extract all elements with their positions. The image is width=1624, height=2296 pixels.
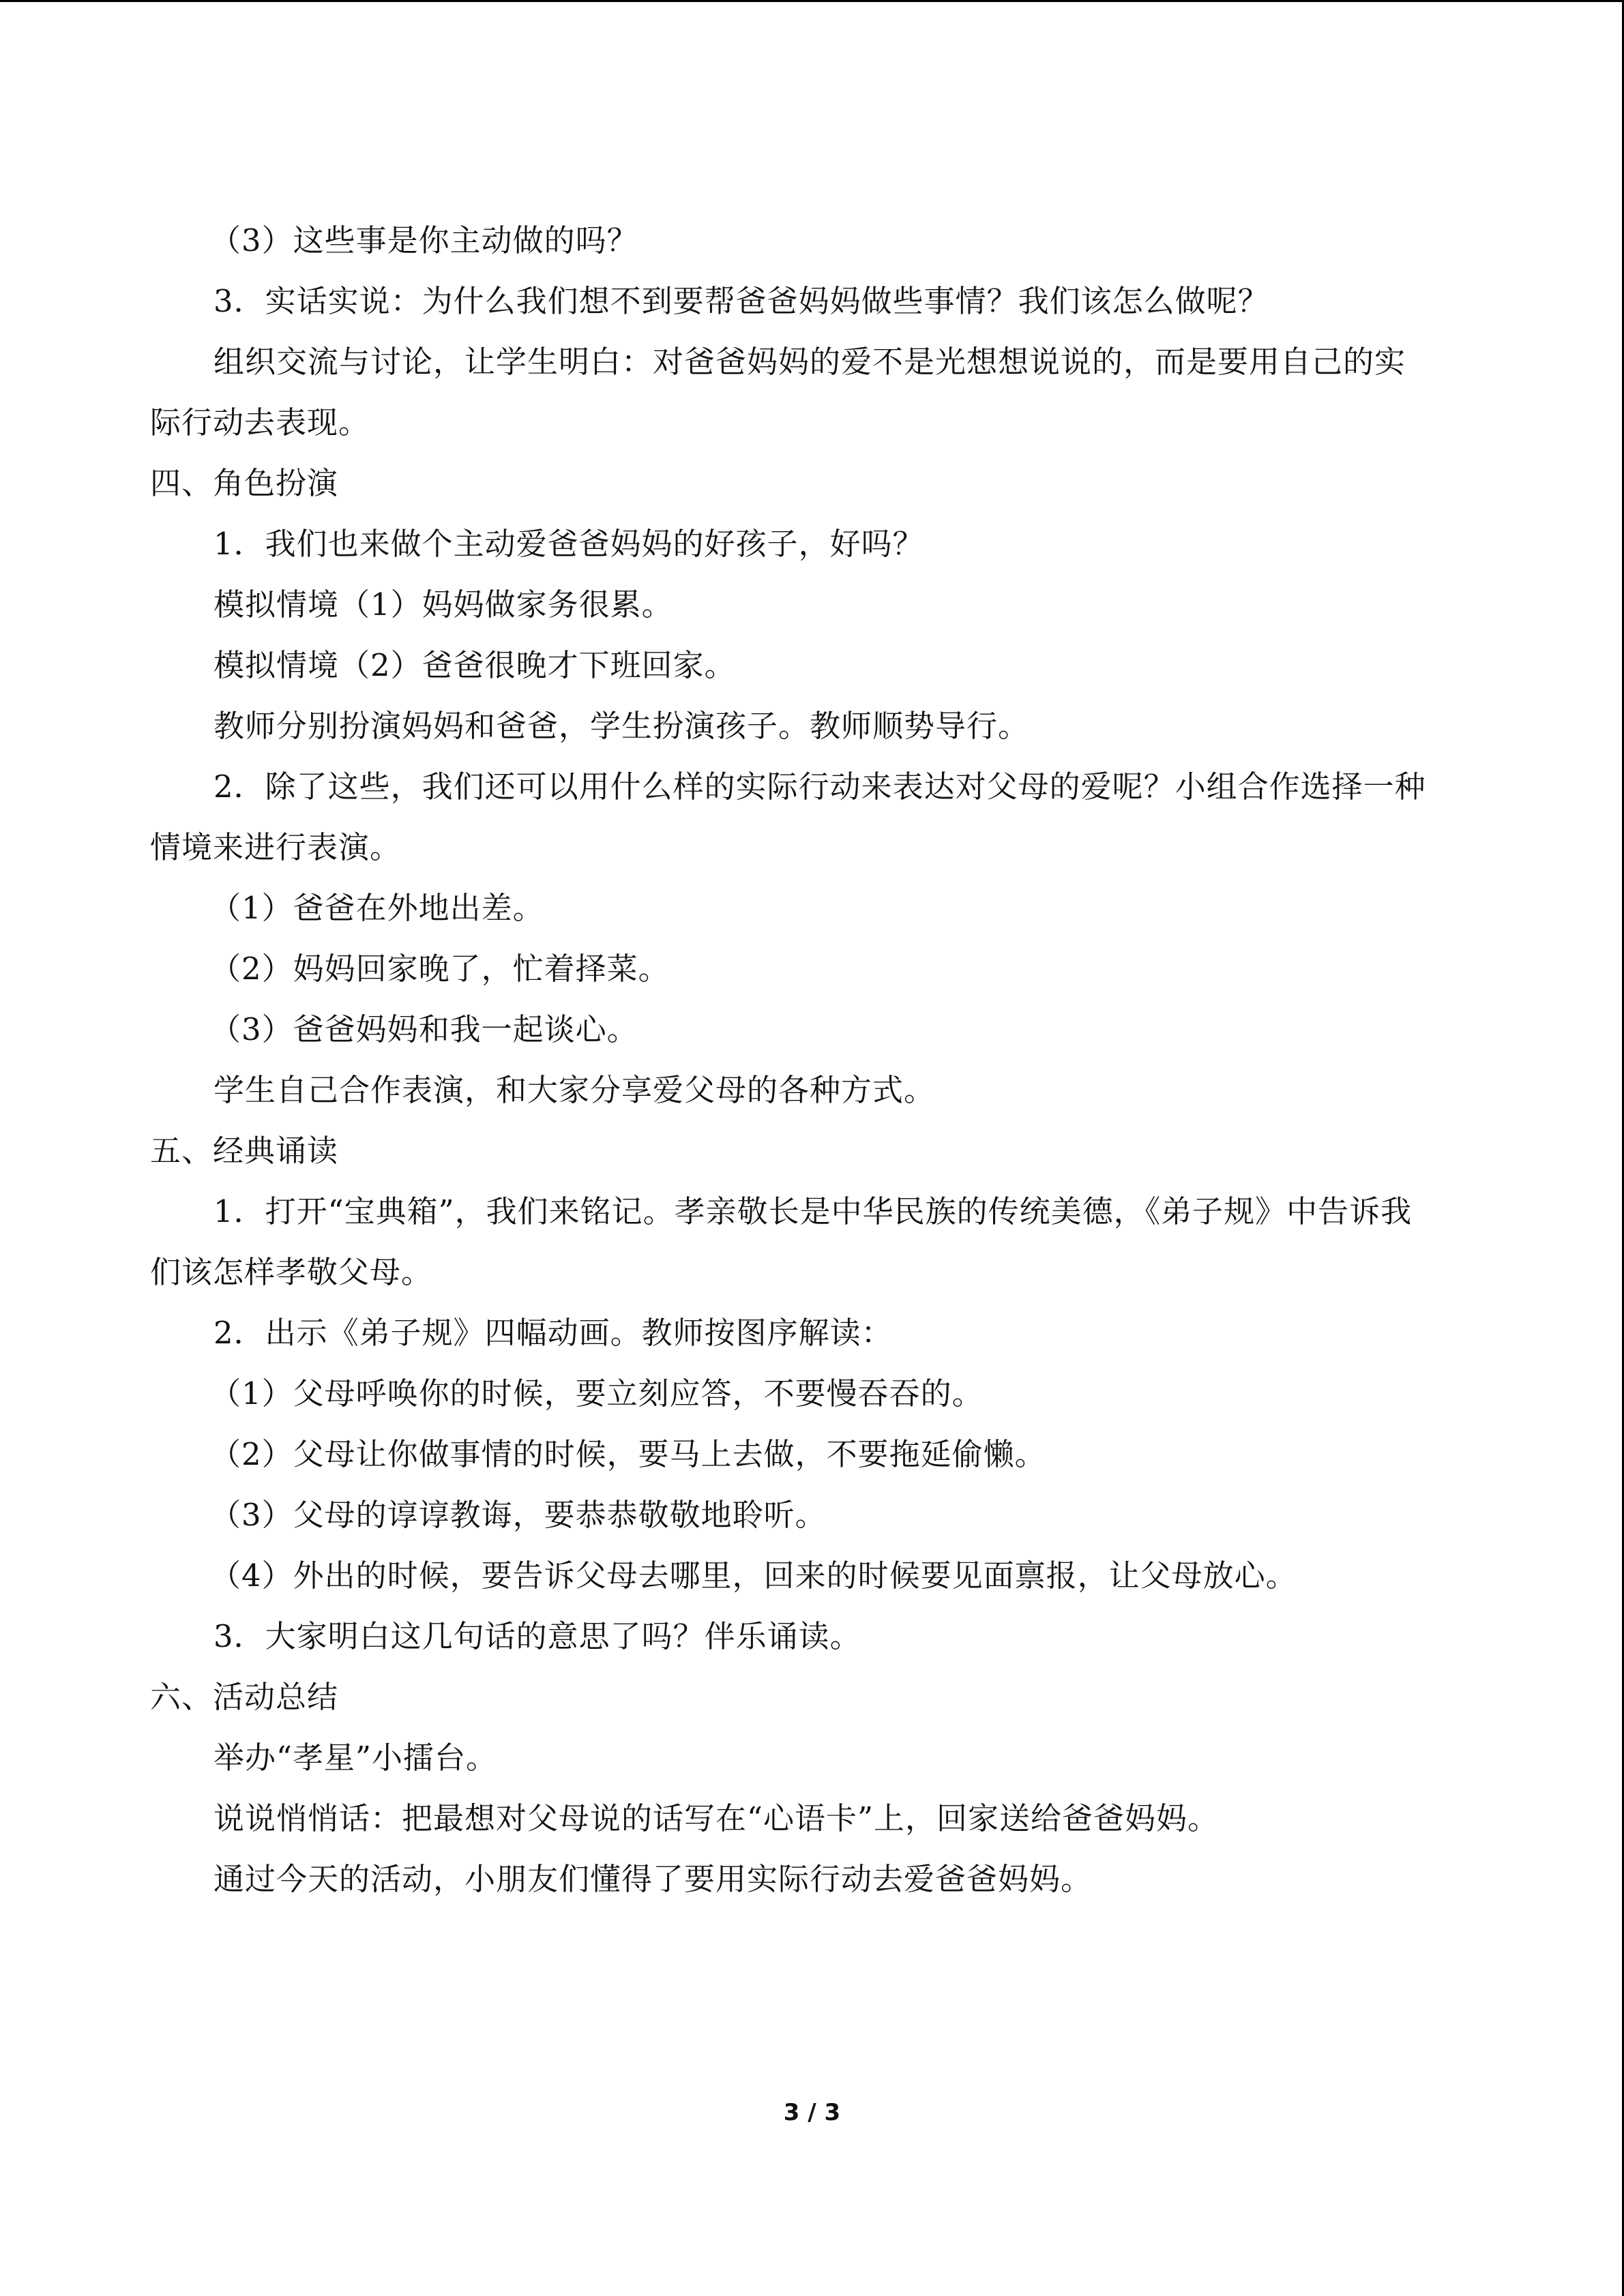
body-line: 教师分别扮演妈妈和爸爸，学生扮演孩子。教师顺势导行。	[213, 708, 1030, 744]
body-line: （4）外出的时候，要告诉父母去哪里，回来的时候要见面禀报，让父母放心。	[210, 1557, 1297, 1594]
body-line: 们该怎样孝敬父母。	[150, 1254, 433, 1290]
body-line: 组织交流与讨论，让学生明白：对爸爸妈妈的爱不是光想想说说的，而是要用自己的实	[213, 344, 1406, 380]
section-heading: 五、经典诵读	[150, 1133, 339, 1169]
document-body	[150, 210, 1480, 1909]
body-line: 1．打开“宝典箱”，我们来铭记。孝亲敬长是中华民族的传统美德，《弟子规》中告诉我	[213, 1193, 1413, 1229]
body-line: （2）妈妈回家晚了，忙着择菜。	[210, 951, 670, 987]
body-line: 3．实话实说：为什么我们想不到要帮爸爸妈妈做些事情？我们该怎么做呢？	[213, 283, 1269, 319]
body-line: 2．除了这些，我们还可以用什么样的实际行动来表达对父母的爱呢？小组合作选择一种	[213, 769, 1426, 805]
body-line: （1）父母呼唤你的时候，要立刻应答，不要慢吞吞的。	[210, 1375, 984, 1412]
body-line: 际行动去表现。	[150, 404, 370, 441]
section-heading: 六、活动总结	[150, 1679, 339, 1715]
body-line: 1．我们也来做个主动爱爸爸妈妈的好孩子，好吗？	[213, 526, 924, 562]
body-line: 情境来进行表演。	[150, 829, 402, 865]
body-line: （1）爸爸在外地出差。	[210, 890, 544, 926]
body-line: 2．出示《弟子规》四幅动画。教师按图序解读：	[213, 1315, 893, 1351]
body-line: （3）父母的谆谆教诲，要恭恭敬敬地聆听。	[210, 1497, 827, 1533]
body-line: 模拟情境（1）妈妈做家务很累。	[213, 586, 673, 623]
body-line: （3）爸爸妈妈和我一起谈心。	[210, 1011, 638, 1047]
body-line: 3．大家明白这几句话的意思了吗？伴乐诵读。	[213, 1618, 861, 1654]
body-line: （3）这些事是你主动做的吗？	[210, 222, 638, 258]
section-heading: 四、角色扮演	[150, 465, 339, 501]
body-line: 学生自己合作表演，和大家分享爱父母的各种方式。	[213, 1072, 936, 1108]
body-line: 通过今天的活动，小朋友们懂得了要用实际行动去爱爸爸妈妈。	[213, 1861, 1093, 1897]
body-line: 说说悄悄话：把最想对父母说的话写在“心语卡”上，回家送给爸爸妈妈。	[213, 1800, 1220, 1836]
body-line: 举办“孝星”小擂台。	[213, 1740, 498, 1776]
page-number: 3 / 3	[783, 2099, 841, 2126]
body-line: （2）父母让你做事情的时候，要马上去做，不要拖延偷懒。	[210, 1436, 1046, 1472]
body-line: 模拟情境（2）爸爸很晚才下班回家。	[213, 647, 736, 683]
